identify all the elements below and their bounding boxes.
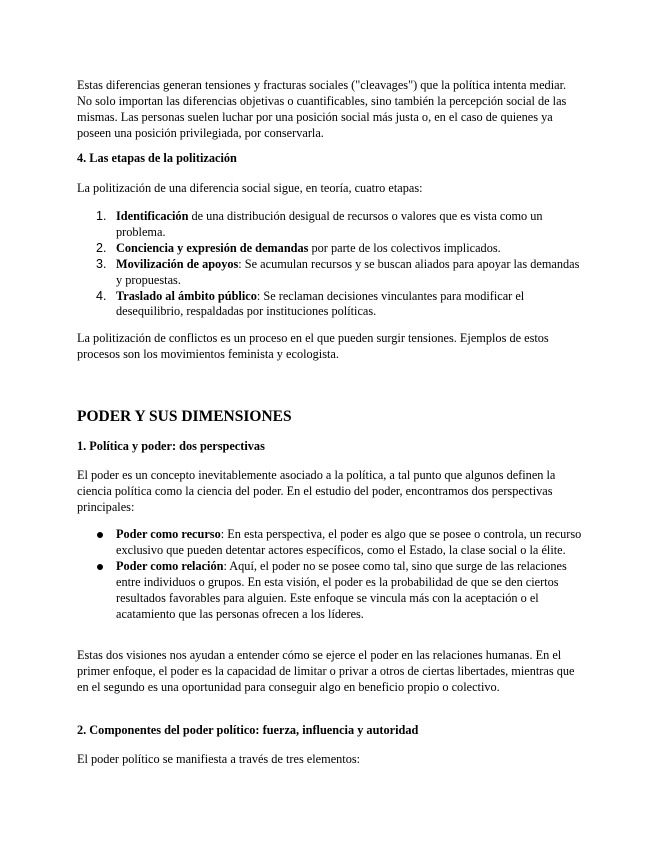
bullet-icon [97,564,103,570]
list-item-term: Movilización de apoyos [116,256,239,271]
list-item-text: : Se reclaman decisiones vinculantes para modificar el desequilibrio, respaldadas por instituciones políticas. [116,288,525,319]
list-item-term: Poder como recurso [116,527,221,541]
section-title-power: PODER Y SUS DIMENSIONES [77,408,292,425]
list-item-term: Poder como relación [116,558,224,573]
components-intro: El poder político se manifiesta a través de tres elementos: [77,752,361,766]
power-intro: El poder es un concepto inevitablemente asociado a la política, a tal punto que algunos definen la ciencia política como la ciencia del poder. En el estudio del poder, encontramos dos perspectivas principales: [77,468,556,514]
list-item [77,241,582,257]
politicization-closing: La politización de conflictos es un proceso en el que pueden surgir tensiones. Ejemplos de estos procesos son los movimientos feminista y ecologista. [77,331,549,361]
list-item-text: : En esta perspectiva, el poder es algo que se posee o controla, un recurso exclusivo que pueden detentar actores específicos, como el Estado, la clase social o la élite. [116,527,582,557]
list-number: 3. [96,256,107,271]
perspectives-closing: Estas dos visiones nos ayudan a entender cómo se ejerce el poder en las relaciones humanas. En el primer enfoque, el poder es la capacidad de limitar o privar a otros de ciertas libertades, mientras que en el segundo es una oportunidad para conseguir algo en beneficio propio o colectivo. [77,648,575,694]
stages-list [77,209,582,320]
list-number: 2. [96,240,107,255]
bullet-icon [97,532,103,538]
list-item [77,527,582,559]
list-item-text: por parte de los colectivos implicados. [308,240,501,255]
intro-paragraph: Estas diferencias generan tensiones y fracturas sociales ("cleavages") que la política intenta mediar. No solo importan las diferencias objetivas o cuantificables, sino también la percepción social de las mismas. Las personas suelen luchar por una posición social más justa o, en el caso de quienes ya poseen una posición privilegiada, por conservarla. [77,78,567,140]
stages-intro: La politización de una diferencia social sigue, en teoría, cuatro etapas: [77,181,423,195]
list-item-text: : Aquí, el poder no se posee como tal, sino que surge de las relaciones entre individuos o grupos. En esta visión, el poder es la probabilidad de que se den ciertos resultados favorables para alguien. Este enfoque se vincula más con la aceptación o el acatamiento que las personas ofrecen a los líderes. [116,558,567,621]
list-item [77,209,582,241]
list-number: 1. [96,209,107,223]
list-item-term: Identificación [116,209,189,223]
list-item-text: de una distribución desigual de recursos o valores que es vista como un problema. [116,209,543,239]
list-item [77,559,582,623]
list-item-term: Conciencia y expresión de demandas [116,240,309,255]
subsection-heading-perspectives: 1. Política y poder: dos perspectivas [77,439,265,453]
list-number: 4. [96,288,107,303]
list-item-term: Traslado al ámbito público [116,288,257,303]
perspectives-list [77,527,582,622]
subsection-heading-components: 2. Componentes del poder político: fuerza, influencia y autoridad [77,723,419,737]
list-item-text: : Se acumulan recursos y se buscan aliados para apoyar las demandas y propuestas. [116,256,580,287]
list-item [77,289,582,321]
section-heading-politicization-stages: 4. Las etapas de la politización [77,151,237,165]
list-item [77,257,582,289]
